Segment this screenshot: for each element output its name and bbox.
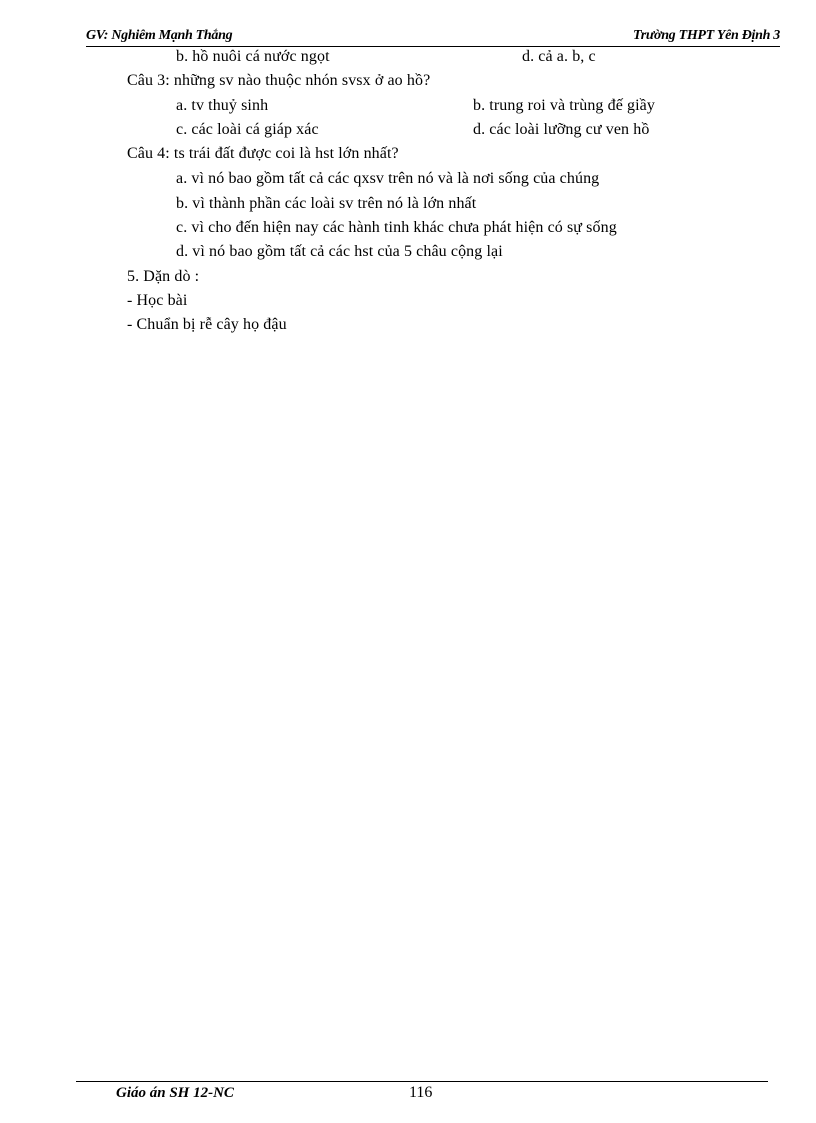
q3-option-c: c. các loài cá giáp xác bbox=[176, 121, 319, 138]
question-3: Câu 3: những sv nào thuộc nhón svsx ở ao hồ? bbox=[127, 72, 431, 89]
footer-divider bbox=[76, 1081, 768, 1082]
question-4: Câu 4: ts trái đất được coi là hst lớn nhất? bbox=[127, 145, 399, 162]
q2-option-d: d. cả a. b, c bbox=[522, 48, 596, 65]
header-divider bbox=[86, 46, 780, 47]
q4-option-d: d. vì nó bao gồm tất cả các hst của 5 châu cộng lại bbox=[176, 243, 503, 260]
homework-item-2: - Chuẩn bị rễ cây họ đậu bbox=[127, 316, 287, 333]
footer-title: Giáo án SH 12-NC bbox=[116, 1085, 234, 1101]
q3-option-d: d. các loài lưỡng cư ven hồ bbox=[473, 121, 650, 138]
q4-option-b: b. vì thành phần các loài sv trên nó là lớn nhất bbox=[176, 195, 477, 212]
section-5-heading: 5. Dặn dò : bbox=[127, 268, 200, 285]
q4-option-a: a. vì nó bao gồm tất cả các qxsv trên nó và là nơi sống của chúng bbox=[176, 170, 600, 187]
q3-option-b: b. trung roi và trùng đế giầy bbox=[473, 97, 655, 114]
header-right: Trường THPT Yên Định 3 bbox=[633, 28, 780, 43]
q3-option-a: a. tv thuỷ sinh bbox=[176, 97, 269, 114]
q2-option-b: b. hồ nuôi cá nước ngọt bbox=[176, 48, 330, 65]
homework-item-1: - Học bài bbox=[127, 292, 188, 309]
q4-option-c: c. vì cho đến hiện nay các hành tinh khác chưa phát hiện có sự sống bbox=[176, 219, 617, 236]
header-left: GV: Nghiêm Mạnh Thắng bbox=[86, 28, 233, 43]
page-number: 116 bbox=[409, 1084, 433, 1101]
